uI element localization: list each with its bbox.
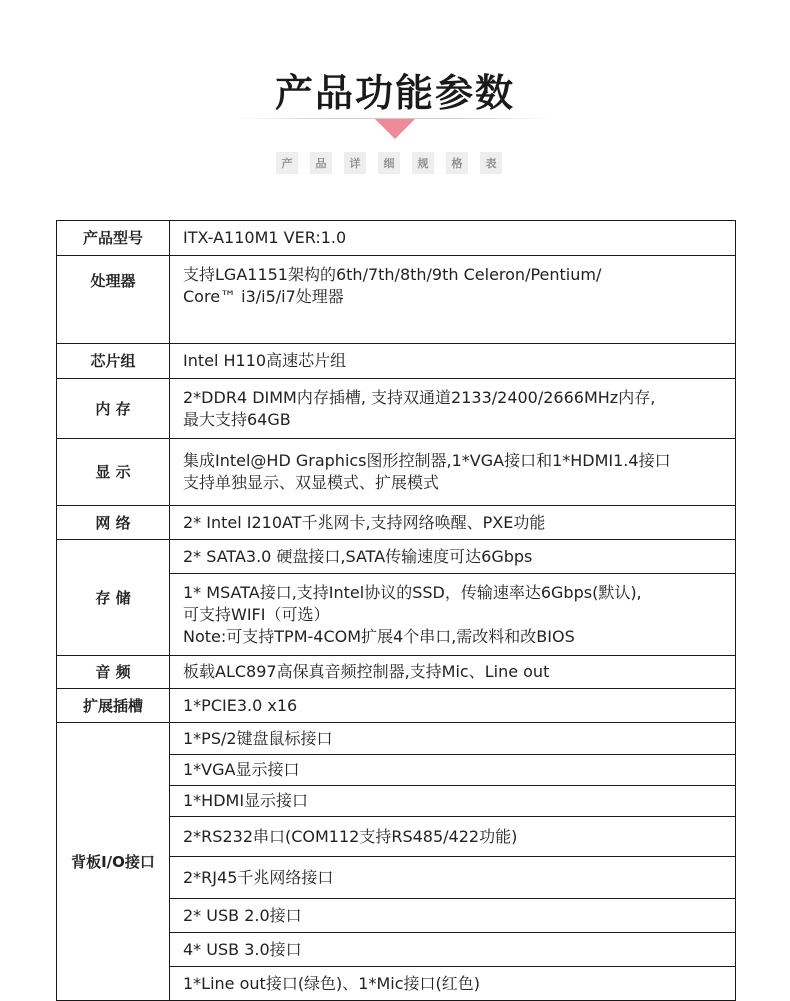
row-value-rear-io: 1*Line out接口(绿色)、1*Mic接口(红色)	[170, 967, 736, 1001]
row-value-rear-io: 4* USB 3.0接口	[170, 933, 736, 967]
row-value-storage-sata: 2* SATA3.0 硬盘接口,SATA传输速度可达6Gbps	[170, 540, 736, 574]
subtitle-row	[276, 152, 502, 174]
row-value-chipset: Intel H110高速芯片组	[170, 344, 736, 379]
row-value-rear-io: 2* USB 2.0接口	[170, 899, 736, 933]
row-value-rear-io: 2*RS232串口(COM112支持RS485/422功能)	[170, 817, 736, 857]
table-row	[57, 506, 736, 540]
row-value-rear-io: 1*HDMI显示接口	[170, 786, 736, 817]
row-label-audio: 音 频	[57, 656, 170, 689]
row-value-audio: 板载ALC897高保真音频控制器,支持Mic、Line out	[170, 656, 736, 689]
row-label-display: 显 示	[57, 439, 170, 506]
row-value-display: 集成Intel@HD Graphics图形控制器,1*VGA接口和1*HDMI1.4接口 支持单独显示、双显模式、扩展模式	[170, 439, 736, 506]
row-value-rear-io: 2*RJ45千兆网络接口	[170, 857, 736, 899]
subtitle-char: 产	[276, 152, 298, 174]
row-label-chipset: 芯片组	[57, 344, 170, 379]
row-value-rear-io: 1*VGA显示接口	[170, 755, 736, 786]
table-row	[57, 723, 736, 755]
table-row	[57, 439, 736, 506]
row-label-model: 产品型号	[57, 221, 170, 256]
table-row	[57, 221, 736, 256]
subtitle-char: 细	[378, 152, 400, 174]
row-label-storage: 存 储	[57, 540, 170, 656]
row-value-cpu: 支持LGA1151架构的6th/7th/8th/9th Celeron/Pentium/ Core™ i3/i5/i7处理器	[170, 256, 736, 344]
row-value-expansion: 1*PCIE3.0 x16	[170, 689, 736, 723]
row-value-network: 2* Intel I210AT千兆网卡,支持网络唤醒、PXE功能	[170, 506, 736, 540]
row-label-network: 网 络	[57, 506, 170, 540]
table-row	[57, 256, 736, 344]
table-row	[57, 344, 736, 379]
row-value-model: ITX-A110M1 VER:1.0	[170, 221, 736, 256]
page-title: 产品功能参数	[274, 71, 515, 115]
row-label-expansion: 扩展插槽	[57, 689, 170, 723]
subtitle-char: 详	[344, 152, 366, 174]
table-row	[57, 689, 736, 723]
subtitle-char: 规	[412, 152, 434, 174]
subtitle-char: 品	[310, 152, 332, 174]
row-value-rear-io: 1*PS/2键盘鼠标接口	[170, 723, 736, 755]
table-row	[57, 379, 736, 439]
subtitle-char: 格	[446, 152, 468, 174]
pink-triangle-icon	[375, 119, 415, 139]
table-row	[57, 656, 736, 689]
row-label-rear-io: 背板I/O接口	[57, 723, 170, 1001]
spec-table	[56, 220, 736, 1001]
row-value-storage-msata: 1* MSATA接口,支持Intel协议的SSD，传输速率达6Gbps(默认), 可支持WIFI（可选） Note:可支持TPM-4COM扩展4个串口,需改料和改BIOS	[170, 574, 736, 656]
row-label-memory: 内 存	[57, 379, 170, 439]
subtitle-char: 表	[480, 152, 502, 174]
table-row	[57, 540, 736, 574]
row-value-memory: 2*DDR4 DIMM内存插槽, 支持双通道2133/2400/2666MHz内存, 最大支持64GB	[170, 379, 736, 439]
row-label-cpu: 处理器	[57, 256, 170, 344]
